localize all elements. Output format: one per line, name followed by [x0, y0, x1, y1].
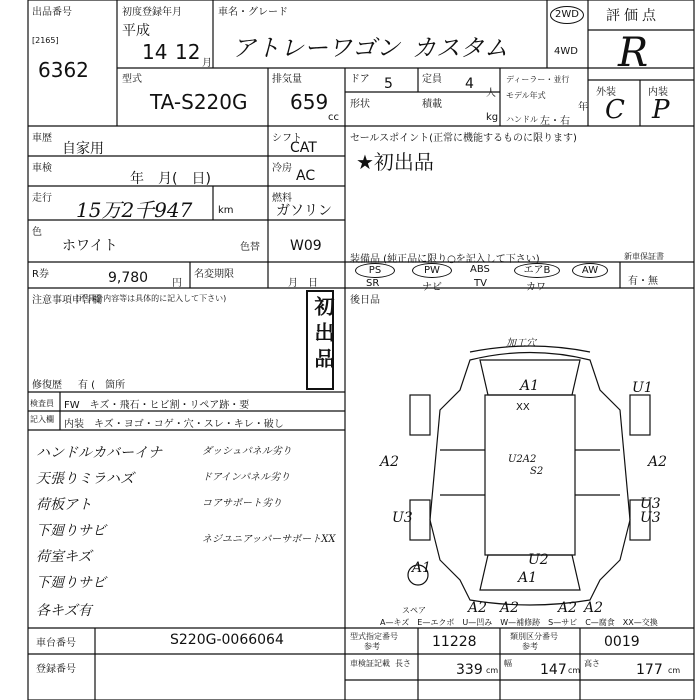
- km-unit: km: [218, 205, 234, 216]
- recycle-fee: 9,780: [108, 270, 149, 286]
- diag-label-12: U2: [528, 552, 549, 568]
- inspector-row-exterior: FW キズ・飛石・ヒビ割・リペア跡・要: [64, 400, 250, 411]
- interior-grade: P: [652, 95, 670, 125]
- left-note-6: 下廻りサビ: [36, 575, 106, 591]
- equip-airbag: エアB: [514, 263, 560, 278]
- diag-label-17: A2: [558, 600, 578, 616]
- left-note-7: 各キズ有: [36, 603, 92, 619]
- stamp-text: 初出品: [311, 296, 335, 374]
- fuel-label: 燃料: [272, 193, 292, 204]
- diag-label-10: U3: [640, 496, 661, 512]
- diag-label-15: A2: [468, 600, 488, 616]
- diag-label-16: A2: [500, 600, 520, 616]
- load-label: 積載: [422, 99, 442, 110]
- diag-label-7: A2: [380, 454, 400, 470]
- drive-4wd: 4WD: [554, 46, 578, 57]
- designation-number: 11228: [432, 634, 477, 650]
- usage-label: 車歴: [32, 133, 52, 144]
- door-label: ドア: [350, 74, 370, 85]
- cc-unit: cc: [328, 112, 339, 123]
- usage: 自家用: [62, 141, 104, 157]
- equip-leather: カワ: [526, 282, 546, 293]
- diag-label-2: A1: [520, 378, 540, 394]
- displacement-label: 排気量: [272, 74, 302, 85]
- inspector-row-interior: 内装 キズ・ヨゴ・コゲ・穴・スレ・キレ・破し: [64, 419, 284, 430]
- month-unit: 月: [202, 58, 212, 69]
- mileage-label: 走行: [32, 193, 52, 204]
- interior-label: 内装: [648, 87, 668, 98]
- ac-label: 冷房: [272, 163, 292, 174]
- length-unit: cm: [486, 666, 499, 675]
- inspector-label: 検査員記入欄: [30, 399, 54, 424]
- mileage: 15万2千947: [76, 198, 193, 222]
- diag-label-3: XX: [516, 402, 530, 413]
- model-name: アトレーワゴン: [232, 34, 400, 62]
- diag-label-14: A1: [518, 570, 538, 586]
- designation-ref: 参考: [364, 642, 380, 651]
- shift: CAT: [290, 140, 317, 156]
- color-label: 色: [32, 227, 42, 238]
- equip-tv: TV: [474, 278, 487, 289]
- sales-point-text: ★初出品: [356, 150, 434, 174]
- drive-2wd: 2WD: [550, 6, 584, 24]
- era: 平成: [122, 23, 150, 39]
- color-no-label: 色替: [240, 242, 260, 253]
- spare-label: スペア: [402, 606, 426, 615]
- capacity: 4: [465, 76, 474, 92]
- dims-label: 車検証記載: [350, 659, 390, 668]
- equip-navi: ナビ: [422, 282, 442, 293]
- right-note-4: ネジユニアッパーサポートXX: [202, 534, 336, 545]
- notes-sub: (不具合内容等は具体的に記入して下さい): [76, 294, 227, 303]
- repair-label: 修復歴: [32, 380, 62, 391]
- sales-point-label: セールスポイント(正常に機能するものに限ります): [350, 133, 577, 144]
- exterior-grade: C: [605, 95, 625, 125]
- score-label: 評価点: [606, 8, 660, 24]
- model-type: TA-S220G: [150, 90, 248, 114]
- overall-score: R: [618, 30, 649, 76]
- shape-label: 形状: [350, 99, 370, 110]
- name-change-label: 名変期限: [194, 269, 234, 280]
- ac: AC: [296, 168, 316, 184]
- category-label: 類別区分番号: [510, 632, 558, 641]
- diag-label-9: U3: [392, 510, 413, 526]
- diag-label-5: U2A2: [508, 454, 537, 465]
- recycle-label: R券: [32, 269, 49, 280]
- left-note-4: 下廻りサビ: [36, 523, 106, 539]
- width: 147: [540, 662, 567, 678]
- warranty: 有・無: [628, 276, 658, 287]
- first-reg-label: 初度登録年月: [122, 7, 182, 18]
- width-label: 幅: [504, 659, 512, 668]
- equipment-label: 装備品 (純正品に限り○を記入して下さい): [350, 254, 540, 265]
- model-year-label: モデル年式: [506, 91, 546, 100]
- height-unit: cm: [668, 666, 681, 675]
- equip-abs: ABS: [470, 264, 490, 275]
- handle-label: ハンドル: [506, 115, 538, 124]
- inspection-label: 車検: [32, 163, 52, 174]
- year-unit: 年: [578, 102, 588, 113]
- registration-label: 登録番号: [36, 664, 76, 675]
- diag-label-1: 加工穴: [506, 338, 536, 349]
- reg-year: 14: [142, 40, 168, 64]
- length-label: 長さ: [395, 659, 411, 668]
- model-label: 車名・グレード: [218, 7, 288, 18]
- displacement: 659: [290, 90, 329, 114]
- warranty-label: 新車保証書: [624, 252, 664, 261]
- left-note-3: 荷板アト: [36, 497, 92, 513]
- length: 339: [456, 662, 483, 678]
- equip-ps: PS: [355, 263, 395, 278]
- chassis-number: S220G-0066064: [170, 632, 284, 648]
- diag-label-18: A2: [584, 600, 604, 616]
- exterior-label: 外装: [596, 87, 616, 98]
- diag-label-13: A1: [412, 560, 432, 576]
- diag-label-6: S2: [530, 466, 544, 477]
- fuel: ガソリン: [276, 203, 332, 219]
- chassis-label: 車台番号: [36, 638, 76, 649]
- right-note-2: ドアインパネル劣り: [202, 472, 291, 483]
- height-label: 高さ: [584, 659, 600, 668]
- rear-label: 後日品: [350, 295, 380, 306]
- color: ホワイト: [62, 238, 118, 254]
- left-note-2: 天張りミラハズ: [36, 471, 134, 487]
- lot-number: 6362: [38, 58, 89, 82]
- lot-no-sub: [2165]: [32, 36, 59, 45]
- diag-label-4: U1: [632, 380, 653, 396]
- diag-label-8: A2: [648, 454, 668, 470]
- color-no: W09: [290, 238, 322, 254]
- designation-label: 型式指定番号: [350, 632, 398, 641]
- notes-label: 注意事項申告欄: [32, 295, 102, 306]
- reg-month: 12: [175, 40, 201, 64]
- height: 177: [636, 662, 663, 678]
- right-note-1: ダッシュパネル劣り: [202, 446, 292, 457]
- handle: 左・右: [540, 116, 570, 127]
- capacity-label: 定員: [422, 74, 442, 85]
- equip-aw: AW: [572, 263, 608, 278]
- load-unit: kg: [486, 112, 499, 123]
- dealer-label: ディーラー・並行: [506, 75, 570, 84]
- equip-sr: SR: [366, 278, 380, 289]
- left-note-1: ハンドルカバーイナ: [36, 445, 162, 461]
- recycle-unit: 円: [172, 278, 182, 289]
- category-number: 0019: [604, 634, 640, 650]
- inspection: 年 月( 日): [130, 171, 211, 187]
- category-ref: 参考: [522, 642, 538, 651]
- doors: 5: [384, 76, 393, 92]
- lot-no-label: 出品番号: [32, 7, 72, 18]
- diag-label-11: U3: [640, 510, 661, 526]
- width-unit: cm: [568, 666, 581, 675]
- shift-label: シフト: [272, 133, 302, 144]
- name-change: 月 日: [288, 278, 318, 289]
- capacity-unit: 人: [486, 88, 496, 99]
- right-note-3: コアサポート劣り: [202, 498, 282, 509]
- damage-legend: A—キズ E—エクボ U—凹み W—補修跡 S—サビ C—腐食 XX—交換: [380, 618, 658, 627]
- repair-status: 有 ( 箇所: [78, 380, 126, 391]
- left-note-5: 荷室キズ: [36, 549, 92, 565]
- type-label: 型式: [122, 74, 142, 85]
- grade: カスタム: [412, 34, 508, 62]
- equip-pw: PW: [412, 263, 452, 278]
